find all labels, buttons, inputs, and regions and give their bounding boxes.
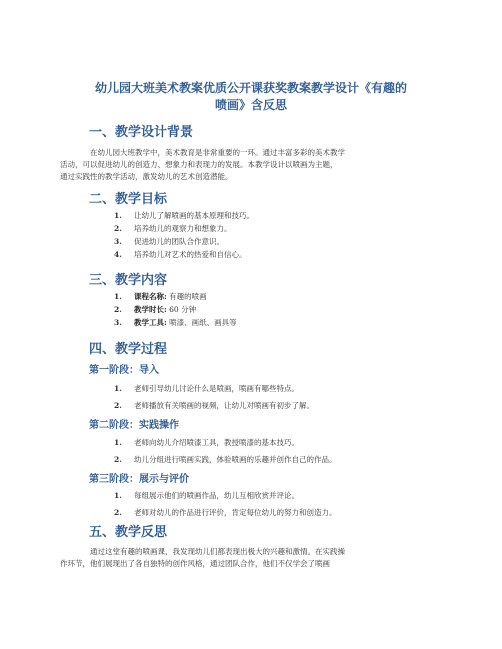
list-number: 1. [114,384,122,393]
list-item [114,304,196,316]
paragraph-line: 作环节，他们展现出了各自独特的创作风格，通过团队合作，他们不仅学会了喷画 [60,559,330,568]
phase-heading-intro: 第一阶段：导入 [89,365,159,376]
title-line-2: 喷画》含反思 [214,98,287,112]
list-number: 3. [114,318,122,327]
list-item [114,383,299,395]
title-line-1: 幼儿园大班美术教案优质公开课获奖教案教学设计《有趣的 [94,81,407,95]
background-paragraph [60,147,436,183]
reflection-paragraph [60,546,436,570]
list-text: 60 分钟 [166,305,197,314]
list-number: 2. [114,224,122,233]
section-heading-content: 三、教学内容 [89,273,168,288]
section-heading-background: 一、教学设计背景 [89,125,194,140]
list-item [114,317,237,329]
list-number: 1. [114,292,122,301]
list-number: 1. [114,438,122,447]
list-item [114,210,254,222]
list-item [114,507,337,519]
list-number: 2. [114,305,122,314]
document-title [40,80,462,114]
list-text: 喷漆、画纸、画具等 [166,318,237,327]
list-number: 2. [114,455,122,464]
list-label: 课程名称: [134,292,167,301]
list-label: 教学时长: [134,305,167,314]
list-text: 老师对幼儿的作品进行评价，肯定每位幼儿的努力和创造力。 [134,508,337,517]
list-item [114,490,299,502]
list-number: 2. [114,401,122,410]
list-number: 4. [114,250,122,259]
list-item [114,400,314,412]
section-heading-reflection: 五、教学反思 [89,525,168,540]
list-text: 让幼儿了解喷画的基本原理和技巧。 [134,211,254,220]
phase-heading-review: 第三阶段：展示与评价 [89,474,189,485]
list-text: 老师向幼儿介绍喷漆工具，教授喷漆的基本技巧。 [134,438,299,447]
list-text: 促进幼儿的团队合作意识。 [134,237,224,246]
list-text: 培养幼儿对艺术的热爱和自信心。 [134,250,247,259]
list-item [114,249,247,261]
list-item [114,454,337,466]
section-heading-goals: 二、教学目标 [89,192,168,207]
list-label: 教学工具: [134,318,167,327]
list-text: 老师播放有关喷画的视频，让幼儿对喷画有初步了解。 [134,401,314,410]
list-item [114,223,232,235]
list-number: 2. [114,508,122,517]
paragraph-line: 在幼儿园大班教学中，美术教育是非常重要的一环。通过丰富多彩的美术教学 [90,148,345,157]
paragraph-line: 活动，可以促进幼儿的创造力、想象力和表现力的发展。本教学设计以喷画为主题， [60,160,338,169]
phase-heading-practice: 第二阶段：实践操作 [89,420,179,431]
paragraph-line: 通过实践性的教学活动，激发幼儿的艺术创造潜能。 [60,172,233,181]
list-text: 幼儿分组进行喷画实践，体验喷画的乐趣并创作自己的作品。 [134,455,337,464]
section-heading-process: 四、教学过程 [89,342,168,357]
list-text: 有趣的喷画 [166,292,207,301]
list-item [114,236,224,248]
list-number: 1. [114,211,122,220]
list-number: 1. [114,491,122,500]
list-number: 3. [114,237,122,246]
list-item [114,291,207,303]
list-text: 老师引导幼儿讨论什么是喷画，喷画有哪些特点。 [134,384,299,393]
list-text: 每组展示他们的喷画作品，幼儿互相欣赏并评论。 [134,491,299,500]
paragraph-line: 通过这堂有趣的喷画课，我发现幼儿们都表现出极大的兴趣和激情。在实践操 [90,547,345,556]
list-item [114,437,299,449]
list-text: 培养幼儿的观察力和想象力。 [134,224,232,233]
